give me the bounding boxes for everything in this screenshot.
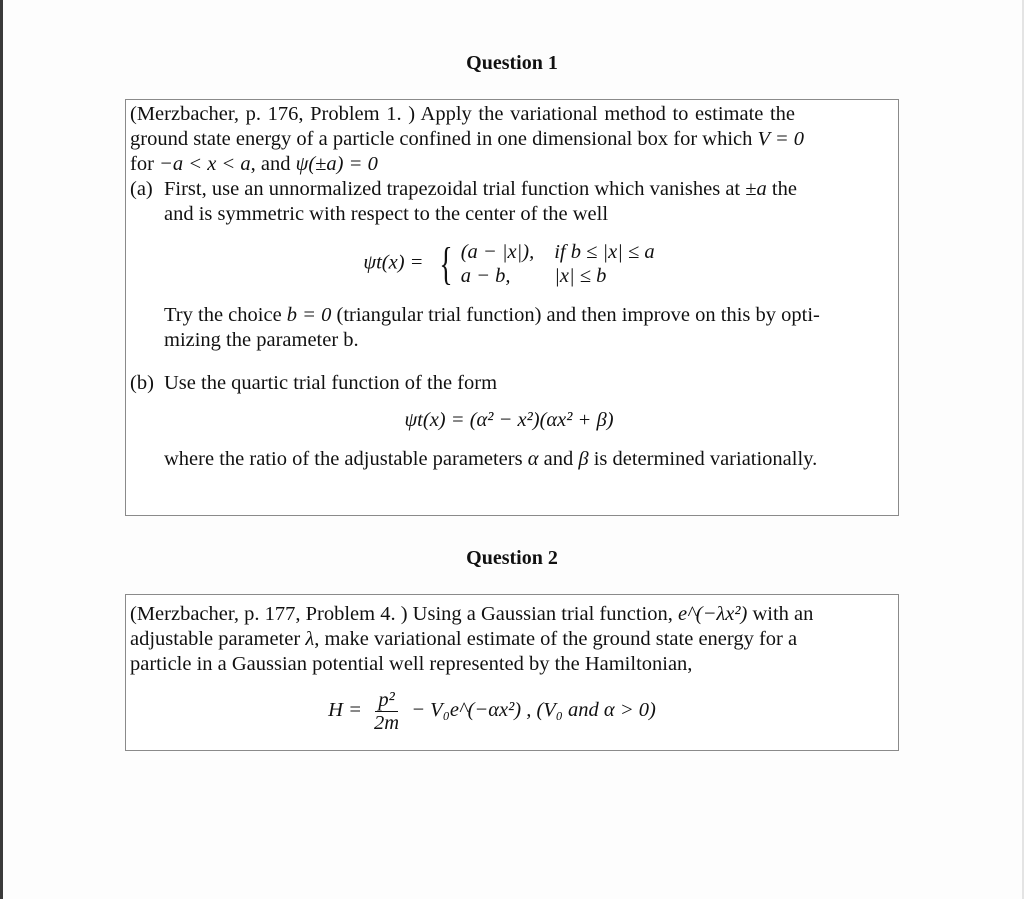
intro-range-math: −a < x < a	[159, 153, 251, 175]
part-a-tag: (a)	[130, 178, 153, 200]
question-2-body	[126, 595, 898, 677]
question-1-title: Question 1	[466, 52, 558, 74]
intro-and: , and	[250, 153, 296, 175]
part-b	[126, 371, 898, 472]
part-a-line-1-text: First, use an unnormalized trapezoidal trial function which vanishes at	[164, 178, 746, 200]
part-b-after	[164, 447, 894, 472]
after-and: and	[538, 448, 579, 470]
intro-line-2-text: ground state energy of a particle confined in one dimensional box for which	[130, 128, 758, 150]
question-1-box	[125, 99, 899, 516]
part-a-line-2: and is symmetric with respect to the center of the well	[164, 203, 609, 225]
beta-symbol: β	[578, 448, 589, 470]
fraction-numerator: p²	[375, 689, 397, 712]
trapezoid-equation	[124, 240, 894, 288]
intro-line-2	[130, 127, 894, 152]
hamiltonian-lhs: H =	[328, 699, 362, 722]
followup-line-1	[164, 303, 894, 328]
intro-line-1: (Merzbacher, p. 176, Problem 1. ) Apply the variational method to estimate the	[130, 103, 796, 125]
q2-line-2-a: adjustable parameter	[130, 628, 306, 650]
kinetic-fraction	[371, 689, 402, 734]
intro-for: for	[130, 153, 160, 175]
q2-line-1-text: (Merzbacher, p. 177, Problem 4. ) Using a Gaussian trial function,	[130, 603, 678, 625]
fraction-denominator: 2m	[374, 712, 400, 734]
piecewise-cases	[429, 240, 655, 288]
q2-line-1	[130, 602, 894, 627]
followup-text-a: Try the choice	[164, 304, 287, 326]
part-b-tag: (b)	[130, 372, 154, 394]
quartic-equation: ψt(x) = (α² − x²)(αx² + β)	[404, 409, 614, 431]
hamiltonian-condition: , (V₀ and α > 0)	[526, 699, 656, 722]
intro-line-3	[130, 152, 894, 177]
part-a	[126, 177, 898, 353]
equation-lhs: ψt(x) =	[363, 251, 424, 274]
potential-term: − V₀e^(−αx²)	[411, 699, 522, 722]
question-2-title: Question 2	[466, 547, 558, 569]
hamiltonian-equation	[86, 689, 898, 734]
part-a-line-1-end: the	[766, 178, 797, 200]
brace-symbol: {	[439, 238, 453, 289]
part-a-line-1	[164, 177, 894, 202]
followup-math: b = 0	[286, 304, 332, 326]
cases-grid	[461, 240, 655, 288]
gaussian-trial-math: e^(−λx²)	[678, 603, 748, 625]
q2-line-2-b: , make variational estimate of the ground state energy for a	[314, 628, 798, 650]
intro-boundary-math: ψ(±a) = 0	[295, 153, 378, 175]
case-1-expr: (a − |x|),	[460, 241, 535, 263]
q2-line-1-end: with an	[747, 603, 814, 625]
alpha-symbol: α	[527, 448, 539, 470]
question-2-box	[125, 594, 899, 751]
question-1-intro	[126, 100, 898, 177]
case-2-cond: |x| ≤ b	[554, 265, 607, 287]
followup-line-2: mizing the parameter b.	[164, 329, 359, 351]
q2-line-3: particle in a Gaussian potential well represented by the Hamiltonian,	[130, 653, 693, 675]
case-2-expr: a − b,	[460, 265, 511, 287]
part-b-line-1: Use the quartic trial function of the form	[164, 372, 498, 394]
followup-text-b: (triangular trial function) and then improve on this by opti-	[331, 304, 820, 326]
after-end: is determined variationally.	[588, 448, 818, 470]
after-text-a: where the ratio of the adjustable parameters	[164, 448, 528, 470]
part-a-followup	[164, 303, 894, 353]
intro-line-2-math: V = 0	[757, 128, 805, 150]
q2-line-2	[130, 627, 894, 652]
part-a-line-1-math: ±a	[745, 178, 767, 200]
lambda-symbol: λ	[305, 628, 315, 650]
case-1-cond: if b ≤ |x| ≤ a	[554, 241, 655, 263]
